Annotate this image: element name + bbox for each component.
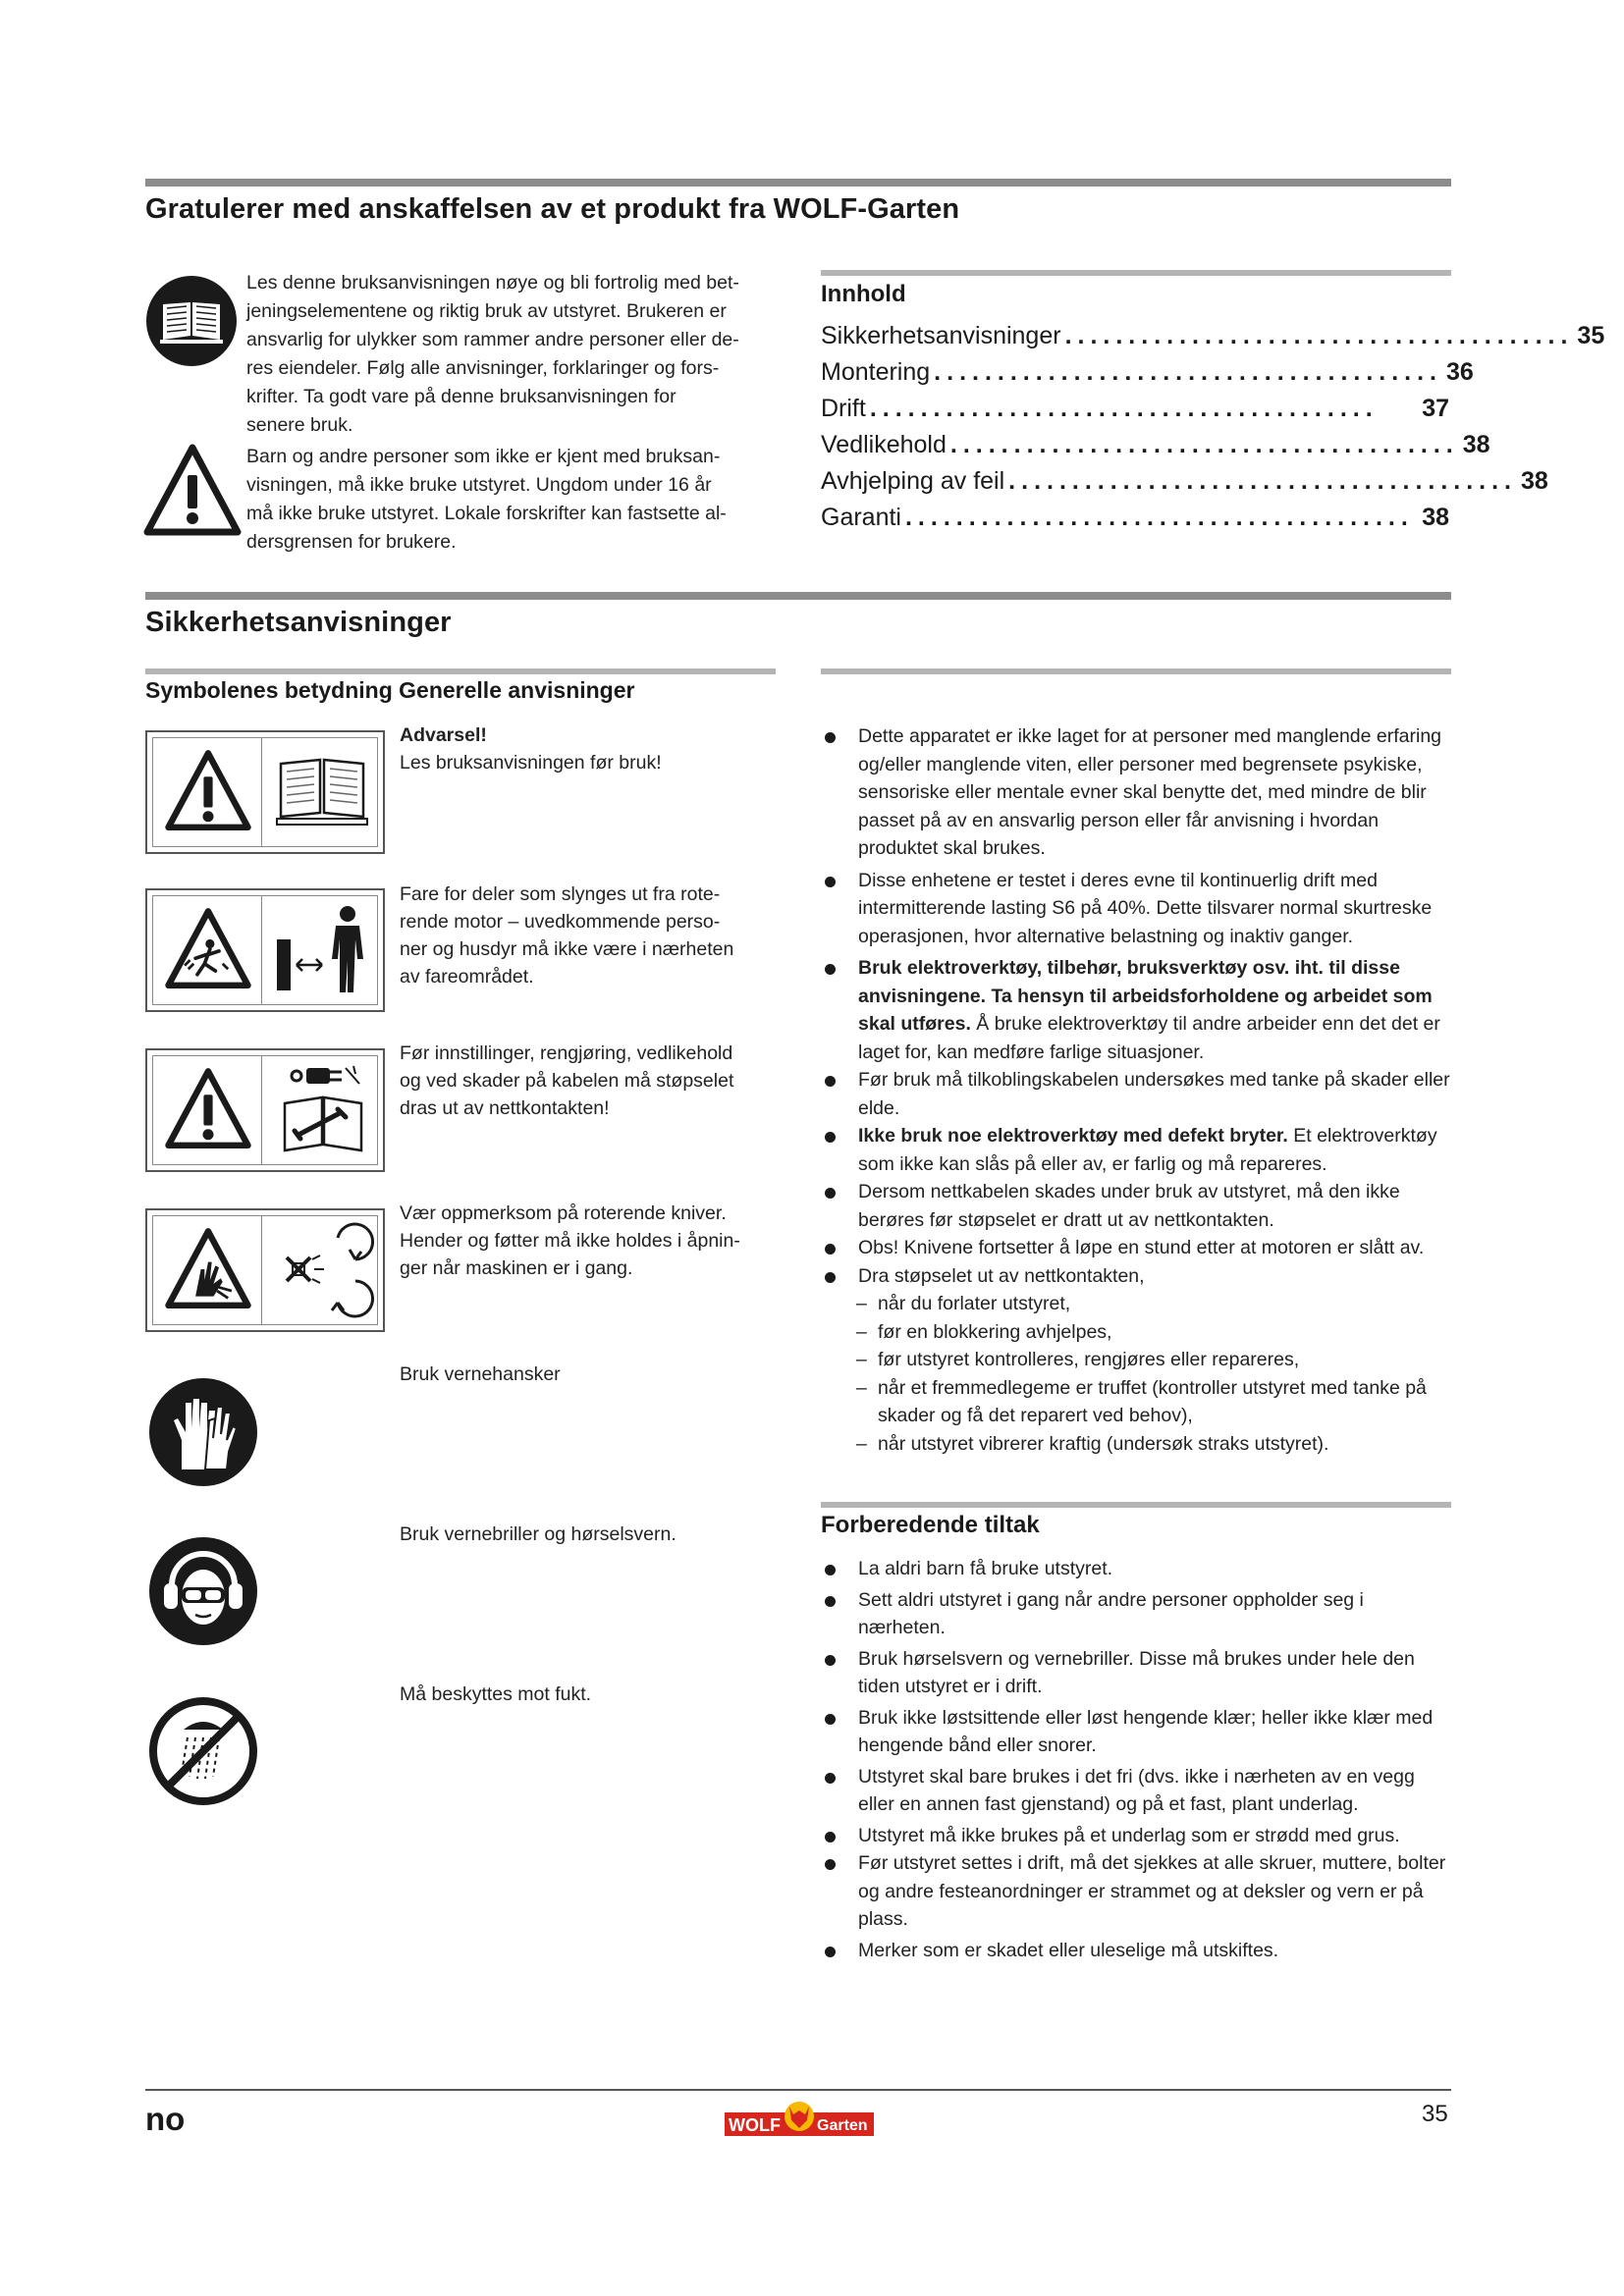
list-item: Merker som er skadet eller uleselige må utskiftes. xyxy=(821,1937,1451,1965)
intro-line: ansvarlig for ulykker som rammer andre personer eller de- xyxy=(246,329,739,350)
symbol-line: Før innstillinger, rengjøring, vedlikehold xyxy=(400,1042,733,1064)
list-item: Ikke bruk noe elektroverktøy med defekt bryter. Et elektroverktøy som ikke kan slås på eller av, er farlig og må repareres. xyxy=(821,1122,1451,1178)
warning-line: visningen, må ikke bruke utstyret. Ungdom under 16 år xyxy=(246,474,712,496)
symbol-heading: Advarsel! xyxy=(400,724,487,746)
symbols-title: Symbolenes betydning Generelle anvisninger xyxy=(145,677,635,703)
list-item: Før utstyret settes i drift, må det sjekkes at alle skruer, muttere, bolter og andre festeanordninger er strammet og at deksler og vern er på plass. xyxy=(821,1849,1451,1934)
symbol-text xyxy=(400,1040,773,1122)
language-code: no xyxy=(145,2101,186,2137)
table-of-contents xyxy=(821,322,1605,540)
toc-item-page: 38 xyxy=(1462,431,1490,458)
gloves-icon xyxy=(148,1377,258,1487)
intro-read-manual xyxy=(246,269,777,440)
toc-item[interactable] xyxy=(821,322,1605,358)
toc-item-label: Montering xyxy=(821,358,931,386)
hand-injury-icon xyxy=(163,1224,253,1314)
list-item: Dette apparatet er ikke laget for at personer med manglende erfaring og/eller manglende viten, eller personer med begrensete psykiske, sensoriske eller mentale evner skal benytte det, med mindre de blir passet på av en ansvarlig person eller får anvisning i hvordan produktet skal brukes. xyxy=(821,722,1451,863)
toc-title: Innhold xyxy=(821,281,906,307)
header-rule xyxy=(145,179,1451,187)
symbol-line: Les bruksanvisningen før bruk! xyxy=(400,752,662,774)
wolf-garten-logo xyxy=(725,2099,874,2140)
safety-rule xyxy=(145,592,1451,600)
list-item: Før bruk må tilkoblingskabelen undersøkes med tanke på skader eller elde. xyxy=(821,1066,1451,1122)
symbol-line: ner og husdyr må ikke være i nærheten xyxy=(400,938,734,960)
thrown-objects-icon xyxy=(163,904,253,994)
intro-line: Les denne bruksanvisningen nøye og bli fortrolig med bet- xyxy=(246,272,739,294)
symbol-line: Bruk vernehansker xyxy=(400,1363,561,1385)
list-item: Disse enhetene er testet i deres evne til kontinuerlig drift med intermitterende lasting S6 på 40%. Dette tilsvarer normal skurtreske operasjonen, hvor alternative belastning og inaktiv ganger. xyxy=(821,867,1451,951)
symbol-line: rende motor – uvedkommende perso- xyxy=(400,911,721,933)
toc-item[interactable] xyxy=(821,431,1490,467)
list-item: Bruk ikke løstsittende eller løst hengende klær; heller ikke klær med hengende bånd eller snorer. xyxy=(821,1704,1451,1760)
list-item: Utstyret skal bare brukes i det fri (dvs. ikke i nærheten av en vegg eller en annen fast gjenstand) og på et fast, plant underlag. xyxy=(821,1763,1451,1819)
general-rule xyxy=(821,668,1451,674)
unplug-wrench-icon xyxy=(271,1060,373,1160)
symbol-text xyxy=(400,1361,773,1388)
symbol-line: Må beskyttes mot fukt. xyxy=(400,1683,592,1705)
symbol-text xyxy=(400,1200,773,1282)
list-item: Utstyret må ikke brukes på et underlag som er strødd med grus. xyxy=(821,1822,1451,1850)
toc-leader: ........................................ xyxy=(1064,322,1574,349)
symbol-text xyxy=(400,721,773,776)
warning-triangle-icon xyxy=(143,442,242,540)
symbol-line: Bruk vernebriller og hørselsvern. xyxy=(400,1523,677,1545)
symbol-unplug xyxy=(145,1048,385,1172)
symbol-line: dras ut av nettkontakten! xyxy=(400,1097,610,1119)
symbol-line: ger når maskinen er i gang. xyxy=(400,1257,633,1279)
symbol-line: Vær oppmerksom på roterende kniver. xyxy=(400,1202,727,1224)
toc-item-page: 37 xyxy=(1422,395,1449,422)
manual-book-icon xyxy=(273,754,371,830)
symbol-text xyxy=(400,881,773,990)
goggles-ear-protection-icon xyxy=(148,1536,258,1646)
toc-item[interactable] xyxy=(821,395,1449,431)
symbol-text xyxy=(400,1681,773,1708)
toc-leader: ........................................ xyxy=(1008,467,1518,495)
toc-item-label: Drift xyxy=(821,395,866,422)
rotating-blade-icon xyxy=(271,1220,373,1320)
general-instructions xyxy=(821,722,1451,1458)
sub-list-item: – før utstyret kontrolleres, rengjøres eller repareres, xyxy=(856,1349,1300,1370)
warning-triangle-icon xyxy=(163,1064,253,1154)
toc-item[interactable] xyxy=(821,358,1474,395)
intro-warning xyxy=(246,443,777,557)
list-item: Sett aldri utstyret i gang når andre personer oppholder seg i nærheten. xyxy=(821,1586,1451,1642)
toc-item-label: Garanti xyxy=(821,504,901,531)
logo-garten: Garten xyxy=(817,2117,868,2134)
list-item: Bruk elektroverktøy, tilbehør, bruksverktøy osv. iht. til disse anvisningene. Ta hensyn til arbeidsforholdene og arbeidet som skal utføres. Å bruke elektroverktøy til andre arbeider enn det det er laget for, kan medføre farlige situasjoner. xyxy=(821,954,1451,1066)
intro-line: krifter. Ta godt vare på denne bruksanvisningen for xyxy=(246,386,677,407)
page-number: 35 xyxy=(1422,2101,1448,2127)
symbol-line: av fareområdet. xyxy=(400,966,534,988)
list-item: Bruk hørselsvern og vernebriller. Disse må brukes under hele den tiden utstyret er i drift. xyxy=(821,1645,1451,1701)
toc-item-label: Avhjelping av feil xyxy=(821,467,1005,495)
keep-distance-icon xyxy=(271,900,373,998)
toc-item-label: Vedlikehold xyxy=(821,431,947,458)
toc-leader: ........................................ xyxy=(934,358,1443,386)
symbol-rotating-knives xyxy=(145,1208,385,1332)
symbol-read-manual xyxy=(145,730,385,854)
intro-line: jeningselementene og riktig bruk av utstyret. Brukeren er xyxy=(246,300,727,322)
logo-wolf: WOLF xyxy=(729,2115,781,2135)
no-rain-icon xyxy=(148,1696,258,1806)
symbol-line: Fare for deler som slynges ut fra rote- xyxy=(400,883,721,905)
preparation-list xyxy=(821,1555,1451,1964)
warning-line: dersgrensen for brukere. xyxy=(246,531,457,553)
toc-item-page: 38 xyxy=(1521,467,1548,495)
symbol-line: Hender og føtter må ikke holdes i åpnin- xyxy=(400,1230,740,1252)
sub-list-item: – når et fremmedlegeme er truffet (kontroller utstyret med tanke på skader og få det reparert ved behov), xyxy=(856,1376,1427,1426)
symbol-text xyxy=(400,1521,773,1548)
toc-item-page: 36 xyxy=(1446,358,1474,386)
book-icon xyxy=(145,275,238,367)
page-title: Gratulerer med anskaffelsen av et produkt fra WOLF-Garten xyxy=(145,193,960,225)
toc-leader: ........................................ xyxy=(869,395,1379,422)
intro-line: senere bruk. xyxy=(246,414,353,436)
toc-item-label: Sikkerhetsanvisninger xyxy=(821,322,1061,349)
sub-list-item: – når du forlater utstyret, xyxy=(856,1293,1071,1314)
symbol-thrown-objects xyxy=(145,888,385,1012)
toc-item[interactable] xyxy=(821,467,1548,504)
footer-rule xyxy=(145,2089,1451,2091)
toc-rule xyxy=(821,270,1451,276)
toc-item[interactable] xyxy=(821,504,1449,540)
list-item: Dersom nettkabelen skades under bruk av utstyret, må den ikke berøres før støpselet er dratt ut av nettkontakten. xyxy=(821,1178,1451,1234)
sub-list-item: – når utstyret vibrerer kraftig (undersøk straks utstyret). xyxy=(856,1432,1329,1455)
list-item: Obs! Knivene fortsetter å løpe en stund etter at motoren er slått av. xyxy=(821,1234,1451,1262)
preparation-rule xyxy=(821,1502,1451,1508)
list-item: Dra støpselet ut av nettkontakten, xyxy=(821,1262,1451,1291)
symbols-rule xyxy=(145,668,776,674)
toc-item-page: 35 xyxy=(1577,322,1605,349)
symbol-line: og ved skader på kabelen må støpselet xyxy=(400,1070,734,1092)
toc-item-page: 38 xyxy=(1422,504,1449,531)
intro-line: res eiendeler. Følg alle anvisninger, forklaringer og fors- xyxy=(246,357,720,379)
list-item: La aldri barn få bruke utstyret. xyxy=(821,1555,1451,1583)
warning-line: må ikke bruke utstyret. Lokale forskrifter kan fastsette al- xyxy=(246,503,727,524)
preparation-title: Forberedende tiltak xyxy=(821,1512,1040,1538)
toc-leader: ........................................ xyxy=(904,504,1414,531)
warning-line: Barn og andre personer som ikke er kjent med bruksan- xyxy=(246,446,721,467)
toc-leader: ........................................ xyxy=(949,431,1459,458)
sub-list-item: – før en blokkering avhjelpes, xyxy=(856,1320,1112,1343)
warning-triangle-icon xyxy=(163,746,253,836)
safety-title: Sikkerhetsanvisninger xyxy=(145,607,452,638)
